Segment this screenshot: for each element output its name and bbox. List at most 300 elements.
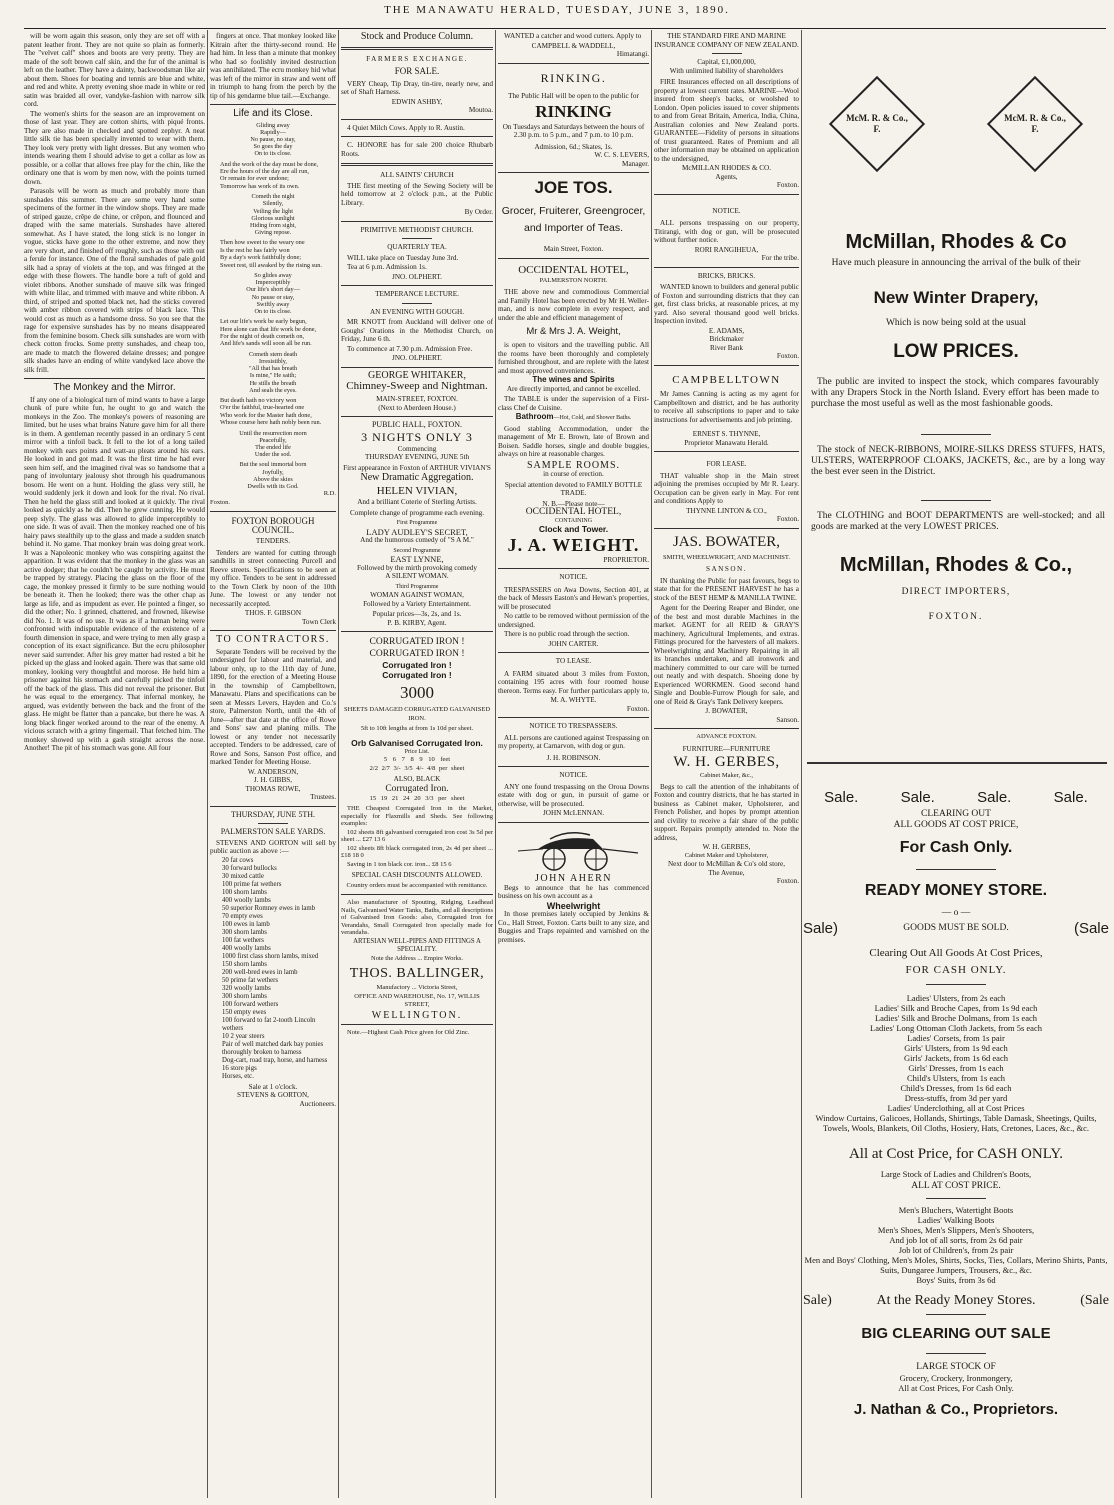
list-item: Horses, etc. xyxy=(222,1072,254,1080)
list-item: 400 woolly lambs xyxy=(222,944,271,952)
divider xyxy=(654,365,799,366)
ad-heading: PUBLIC HALL, FOXTON. xyxy=(371,420,463,429)
divider xyxy=(654,194,799,195)
price-row: 15 19 21 24 20 3/3 per sheet xyxy=(369,794,465,802)
ad-heading: OCCIDENTAL HOTEL, xyxy=(518,263,629,276)
column-rule xyxy=(338,30,339,1498)
ad-signature-title: Town Clerk xyxy=(301,617,336,626)
divider xyxy=(24,378,205,379)
poem-title: Life and its Close. xyxy=(233,108,313,119)
divider xyxy=(341,285,493,286)
ad-text: Third Programme xyxy=(395,583,439,590)
ad-text: LADY AUDLEY'S SECRET, xyxy=(366,526,468,537)
ad-address: River Bank xyxy=(710,343,743,352)
ad-signature: JOHN CARTER. xyxy=(548,639,599,648)
ad-address: (Next to Aberdeen House.) xyxy=(378,403,456,412)
ad-signature-title: Trustees. xyxy=(310,793,336,802)
ad-address: MAIN-STREET, FOXTON. xyxy=(376,395,458,403)
ad-signature-title: Agents, xyxy=(715,172,738,181)
ad-text: The CLOTHING and BOOT DEPARTMENTS are well-stocked; and all goods are marked at the very LOWEST PRICES. xyxy=(811,511,1105,532)
ad-subheading: TENDERS. xyxy=(255,537,291,546)
mcmillan-ad xyxy=(803,230,1109,623)
ad-text: VERY Cheap, Tip Dray, tin-tire, nearly new, and set of Shaft Harness. xyxy=(341,79,493,96)
ad-text: Agent for the Deering Reaper and Binder, one of the best and most durable Machines in the market. AGENT for all REID & GRAY'S machinery, Agricultural Implements, and extras. Fittings procured for the harvesters of all makers. Wheelwrighting and Machinery Repairing in all its branches undertaken, and all ironwork and machinery committed to our care will be turned out neatly and with despatch. Shoeing done by Experienced WORKMEN. Good second hand Single and Double-Furrow Plough for sale, and one of Reid & Gray's Tank Delivery keepers. xyxy=(654,604,799,706)
ad-subheading: Orb Galvanised Corrugated Iron. xyxy=(351,737,483,748)
logo-text-right: McM. R. & Co., F. xyxy=(1004,113,1066,134)
divider xyxy=(402,238,432,239)
ad-text: is open to visitors and the travelling public. All the rooms have been thoroughly and completely furnished throughout, and are replete with the latest and most approved conveniences. xyxy=(498,341,649,375)
ad-text: Separate Tenders will be received by the undersigned for labour and material, and labour only, up to the 11th day of June, 1890, for the erection of a Meeting House in the township of Campbelltown, Manawatu. Plans and specifications can be seen at Messrs Levers, Hayden and Co.'s store, Palmerston North, until the 4th of June—after that date at the office of Rowe and Sons' saw and planing mills. The lowest or any tender not necessarily accepted. Tenders to be addressed, care of Rowe and Sons, Sanson Post office, and marked Tender for Meeting House. xyxy=(210,647,336,767)
ad-subheading: RINKING xyxy=(535,101,612,121)
ad-signature-title: Manager. xyxy=(622,159,649,168)
article-text: will be worn again this season, only they are set off with a patent leather front. They are not quite so plain as formerly. The "velvet calf" shoes and boots are very pretty. They are made of the soft brown calf skin, and the fur of the animal is left on the leather. They have a dainty, backwoodsman like air about them. Shoes for boating and tennis are blue and white, and red and white. A pretty evening shoe made in white or red satin was braided all over, vandyke-fashion with narrow silk cord. xyxy=(24,32,205,108)
ad-heading: NOTICE. xyxy=(559,573,588,581)
ad-text: A FARM situated about 3 miles from Foxton, containing 195 acres with four roomed house thereon. Terms easy. For further particulars apply to, xyxy=(498,669,649,695)
stock-list xyxy=(210,857,336,1081)
ad-text: Tenders are wanted for cutting through sandhills in street connecting Purcell and Reeve streets. Specifications to be seen at my office. Tenders to be sent in addressed to the Town Clerk by noon of the 10th June. The lowest or any tender not necessarily accepted. xyxy=(210,548,336,608)
ad-text: Large Stock of Ladies and Children's Boots, xyxy=(880,1169,1032,1179)
ad-text: Are directly imported, and cannot be excelled. xyxy=(506,384,641,393)
list-item: Men and Boys' Clothing, Men's Moles, Shirts, Socks, Ties, Collars, Merino Shirts, Pants, Suits, Dungaree Jumpers, Trousers, &c., &c. xyxy=(804,1255,1108,1275)
ad-heading: ADVANCE FOXTON. xyxy=(696,733,757,740)
ad-signature-title: Auctioneers. xyxy=(299,1099,336,1108)
ad-text: WANTED a catcher and wood cutters. Apply to xyxy=(504,32,642,40)
ad-signature: J. BOWATER, xyxy=(705,707,748,715)
ad-text: Saving in 1 ton black cor. iron... £8 15 6 xyxy=(347,860,452,868)
poem-verse: Until the resurrection morn Peacefully, The ended life Under the sod. xyxy=(239,429,307,459)
divider xyxy=(498,258,649,259)
ad-text: Clearing Out All Goods At Cost Prices, xyxy=(869,947,1043,959)
divider xyxy=(341,163,493,166)
list-item: 100 fat wethers xyxy=(222,936,264,944)
ad-signature: E. ADAMS, xyxy=(708,326,745,335)
column-5 xyxy=(654,32,799,1498)
ad-text: Mr James Canning is acting as my agent for Campbelltown and district, and he has authority to receive all subscriptions to paper and to take instructions for advertisements and job printing. xyxy=(654,390,799,424)
divider xyxy=(341,1024,493,1025)
ad-name: JOE TOS. xyxy=(534,178,613,197)
ad-text: THE above new and commodious Commercial and Family Hotel has been erected by Mr H. Weller-man, and is now complete in every respect, and under the able and efficient management of xyxy=(498,288,649,322)
divider xyxy=(926,1314,986,1315)
article-text: fingers at once. That monkey looked like Kitrain after the thirty-second round. He had him. In less than a minute that monkey who had so foolishly invited destruction was annihilated. The ecru monkey hid what was left of the mirror in straw and went off in triumph to hang from the perch by the tip of his gendarme blue tail.—Exchange. xyxy=(210,32,336,100)
ad-text: Price List. xyxy=(404,748,430,755)
ad-name: JOHN AHERN xyxy=(535,873,612,884)
ad-text: THURSDAY EVENING, JUNE 5th xyxy=(364,453,470,461)
ad-signature: By Order. xyxy=(464,208,493,216)
ad-text: MR KNOTT from Auckland will deliver one of Goughs' Orations in the Methodist Church, on Friday, June 6 th. xyxy=(341,318,493,343)
list-item: 70 empty ewes xyxy=(222,912,263,920)
ad-heading: RINKING. xyxy=(540,70,607,85)
ad-text: IN thanking the Public for past favours, begs to state that for the PRESENT HARVEST he has a stock of the BEST HEMP & MANILLA TWINE. xyxy=(654,576,799,602)
divider xyxy=(498,766,649,767)
ad-heading: CAMPBELLTOWN xyxy=(672,373,781,386)
ad-subheading: The wines and Spirits xyxy=(532,375,615,384)
poem-verse: But death hath no victory won O'er the faithful, true-hearted one Who work for the Master hath done, Whose course here hath nobly been run. xyxy=(220,397,322,427)
ad-text: Complete change of programme each evening. xyxy=(349,508,485,517)
article-text: If any one of a biological turn of mind wants to have a large chunk of pure white fun, he ought to go and watch the monkeys in the Zoo. The monkey's powers of reasoning are limited, but he uses what brains Nature gave him for all there is in them. A gentleman recently passed in an ordinary 5 cent mirror with a tinfoil back. It fell to the lot of a long tailed monkey with ears points and watt-au pleats around his ears. He looked in and got mad. It was the first time he had ever seen him self, and the imagined rival was so handsome that a pang of involuntary jealousy shot through his quadrumanous bosom. He went on a hunt. Holding the glass very still, he would suddenly jerk it down and look for the rival. No rival. Then he held the glass still and looked at it quickly. The rival looked as quickly as he did. Then he grew cunning. He would peep slyly. The glass was allowed to glide imperceptibly to one side. It was of avail. Then the monkey reached one of his hairy paws stealthily up to the glass and made a sudden snatch behind it. No game. That monkey brain was doing great work. It was a Napoleonic monkey who was conspiring against the apparition. It was evident that the monkey in the glass was an active dodger; that he couldn't be caught by activity. He must be trapped by strategy. Placing the glass on the floor of the cage, the monkey pressed it firmly to be sure nothing would be beneath it. Then he looked; there was the other chap as large as life, and as impudent as ever. He pointed a finger, so did the other; No. 1 grinned, chattered, and frowned, likewise did No. 1. It was of no use. It was as if a human being were confronted with indisputable evidence of the existence of a fourth dimension in space, and were trying to men ally grasp a conception of its exact significance. But the ecru philosopher never said surrender. After his grey matter had rested a bit he picked up the glass and looked again. There was that same old monkey, looking very thoughtful and morose. He held him a prisoner against his stomach and carefully picked the tinfoil off the back of the glass. This did not reveal the prisoner. But he was equal to the emergency. That infernal monkey, he argued, was evidently between the back and the front of the glass. He might be flatter than a pancake, but there he was. A long black finger worked around to the rear of the enemy. A vicious scratch with a grimy fingernail. That fetched him. The monkey showed up with a gash straight across the nose. Another! The pit of his stomach was gone. All four xyxy=(24,395,205,752)
ad-address: The Avenue, xyxy=(708,868,745,877)
ad-signature: M. A. WHYTE. xyxy=(550,696,597,704)
list-item: 150 empty ewes xyxy=(222,1008,267,1016)
ad-heading: TO LEASE. xyxy=(555,657,592,665)
ad-text: THAT valuable shop in the Main street adjoining the premises occupied by Mr R. Leary. Occupation can be given early in May. For rent and conditions Apply to xyxy=(654,471,799,505)
ad-name: THOS. BALLINGER, xyxy=(349,966,485,981)
price-row: 5 6 7 8 9 10 feet xyxy=(383,756,451,763)
ad-text: Commencing xyxy=(397,444,437,453)
sale-row: Sale) GOODS MUST BE SOLD. (Sale xyxy=(803,920,1109,937)
sale-heading: PALMERSTON SALE YARDS. xyxy=(220,827,326,837)
column-rule xyxy=(651,30,652,1498)
nathan-ad xyxy=(803,789,1109,1421)
ad-signature: P. B. KIRBY, Agent. xyxy=(387,618,447,627)
ad-signature: STEVENS & GORTON, xyxy=(237,1091,309,1100)
company-name: McMillan, Rhodes & Co xyxy=(845,231,1067,253)
ad-text: Good stabling Accommodation, under the management of Mr E. Brown, late of Brown and Boisen. Saddle horses, single and double buggies, always on hire at reasonable charges. xyxy=(498,424,649,458)
ad-name: J. A. WEIGHT. xyxy=(507,534,640,555)
list-item: 100 ewes in lamb xyxy=(222,920,270,928)
divider xyxy=(210,806,336,807)
divider xyxy=(926,984,986,985)
ad-signature-title: For the tribe. xyxy=(761,254,799,262)
ad-signature: THOS. F. GIBSON xyxy=(244,609,302,618)
ad-heading: BIG CLEARING OUT SALE xyxy=(861,1325,1051,1342)
ad-text: N. B.—Please note— xyxy=(542,499,605,508)
ad-heading: TEMPERANCE LECTURE. xyxy=(375,290,459,298)
ad-text: Tea at 6 p.m. Admission 1s. xyxy=(347,263,427,271)
list-item: Men's Bluchers, Watertight Boots xyxy=(898,1205,1014,1215)
ad-signature: THYNNE LINTON & CO., xyxy=(686,506,767,515)
divider xyxy=(807,762,1107,764)
ad-signature-title: PROPRIETOR. xyxy=(603,555,649,564)
ad-text: A SILENT WOMAN. xyxy=(385,572,449,580)
ad-text: Grocery, Crockery, Ironmongery, xyxy=(899,1373,1013,1383)
ad-text: And the humorous comedy of "S A M." xyxy=(360,536,474,544)
ad-subheading: 3 NIGHTS ONLY 3 xyxy=(361,429,473,444)
list-item: 10 2 year steers xyxy=(222,1032,265,1040)
ad-signature: JNO. OLPHERT. xyxy=(392,354,442,362)
logo-text-left: McM. R. & Co., F. xyxy=(846,113,908,134)
column-rule xyxy=(207,30,208,1498)
ad-text: Note the Address ... Empire Works. xyxy=(371,954,463,962)
ad-text: With unlimited liability of shareholders xyxy=(669,66,784,75)
divider xyxy=(498,63,649,64)
ad-text: 4 Quiet Milch Cows. Apply to R. Austin. xyxy=(347,123,465,132)
list-item: 100 forward to fat 2-tooth Lincoln wethers xyxy=(222,1016,316,1032)
ad-heading: READY MONEY STORE. xyxy=(864,882,1048,899)
ad-subheading: QUARTERLY TEA. xyxy=(387,243,447,251)
ad-place: Sanson. xyxy=(776,715,799,724)
display-ad-column xyxy=(803,32,1109,1498)
ad-text: C. HONORE has for sale 200 choice Rhubarb Roots. xyxy=(341,141,493,158)
list-item: Ladies' Ulsters, from 2s each xyxy=(906,993,1006,1003)
ad-text: TRESPASSERS on Awa Downs, Section 401, at the back of Messrs Easton's and Hewan's properties, will be prosecuted xyxy=(498,585,649,611)
divider xyxy=(498,822,649,823)
divider xyxy=(210,630,336,631)
list-item: 100 forward wethers xyxy=(222,1000,279,1008)
ad-signature: W. ANDERSON, J. H. GIBBS, THOMAS ROWE, xyxy=(245,767,301,793)
poem-verse: Let our life's work be early begun, Here alone can that life work be done, For the night of death cometh on, And life's sands will soon all be run. xyxy=(220,318,317,348)
list-item: Child's Dresses, from 1s 6d each xyxy=(900,1083,1012,1093)
ad-signature-title: Proprietor Manawatu Herald. xyxy=(684,438,769,447)
ad-heading: Corrugated Iron ! xyxy=(382,660,452,670)
ad-text: Second Programme xyxy=(393,547,441,554)
ad-heading: PRIMITIVE METHODIST CHURCH. xyxy=(360,225,474,234)
ad-heading: FURNITURE—FURNITURE xyxy=(682,744,771,753)
ad-text: First Programme xyxy=(396,520,438,526)
ad-text: Country orders must be accompanied with remittance. xyxy=(346,881,488,889)
list-item: Job lot of Children's, from 2s pair xyxy=(898,1245,1014,1255)
list-item: 400 woolly lambs xyxy=(222,896,271,904)
poem-verse: And the work of the day must be done, Ere the hours of the day are all run, Or remain for ever undone; Tomorrow has work of its own. xyxy=(220,160,319,190)
divider xyxy=(498,172,649,173)
ad-subheading: SMITH, WHEELWRIGHT, AND MACHINIST. xyxy=(663,553,790,561)
ad-subheading: SAMPLE ROOMS. xyxy=(526,459,621,471)
list-item: 16 store pigs xyxy=(222,1064,257,1072)
divider xyxy=(341,367,493,368)
ad-subheading: Wheelwright xyxy=(546,900,601,911)
list-item: 100 prime fat wethers xyxy=(222,880,282,888)
ad-heading: CORRUGATED IRON ! xyxy=(369,649,465,659)
ad-text: Popular prices—3s, 2s, and 1s. xyxy=(372,610,462,618)
ad-place: Foxton. xyxy=(776,515,799,523)
list-item: Ladies' Long Ottoman Cloth Jackets, from 5s each xyxy=(870,1023,1042,1033)
ad-subheading: Clock and Tower. xyxy=(538,524,609,534)
sale-banner: Sale. Sale. Sale. Sale. xyxy=(824,789,1088,806)
ad-text: Capital, £1,000,000, xyxy=(697,58,756,66)
ad-place: SANSON. xyxy=(705,565,748,573)
divider xyxy=(341,416,493,417)
column-4 xyxy=(498,32,649,1498)
list-item: Girls' Ulsters, from 1s 9d each xyxy=(904,1043,1008,1053)
divider xyxy=(341,119,493,120)
ad-signature: RORI RANGIHEUA, xyxy=(694,245,759,254)
poem-place: Foxton. xyxy=(210,498,231,506)
ad-text: THE first meeting of the Sewing Society will be held tomorrow at 2 o'clock p.m., at the Public Library. xyxy=(341,181,493,207)
ad-subheading: Chimney-Sweep and Nightman. xyxy=(346,380,488,392)
ad-text: SHEETS DAMAGED CORRUGATED GALVANISED IRON. xyxy=(343,706,491,722)
divider xyxy=(921,500,991,501)
list-item: Girls' Jackets, from 1s 6d each xyxy=(904,1053,1008,1063)
divider xyxy=(654,528,799,529)
poem-signature: R.D. xyxy=(323,490,336,498)
ad-text: —Hot, Cold, and Shower Baths. xyxy=(553,415,632,421)
ad-text: WOMAN AGAINST WOMAN, xyxy=(370,591,464,599)
ad-text: Note.—Highest Cash Price given for Old Zinc. xyxy=(347,1029,470,1036)
masthead-rule xyxy=(24,28,1106,29)
ad-signature-title: Brickmaker xyxy=(709,335,744,343)
list-item: Dog-cart, road trap, horse, and harness xyxy=(222,1056,328,1064)
ad-text: ALL persons are cautioned against Trespassing on my property, at Carnarvon, with dog or gun. xyxy=(498,733,649,750)
price-list xyxy=(803,993,1109,1133)
divider xyxy=(916,869,996,870)
ad-signature: W. C. S. LEVERS, xyxy=(594,151,649,159)
divider xyxy=(712,53,742,54)
sale-date: THURSDAY, JUNE 5TH. xyxy=(230,809,315,819)
ad-signature: JOHN McLENNAN. xyxy=(542,809,605,817)
ad-address: Manufactory ... Victoria Street, xyxy=(376,984,458,991)
list-item: And job lot of all sorts, from 2s 6d pair xyxy=(889,1235,1023,1245)
ad-text: Which is now being sold at the usual xyxy=(885,318,1027,328)
ad-signature: EDWIN ASHBY, xyxy=(391,97,443,106)
ad-place: Foxton. xyxy=(626,704,649,713)
ad-heading: BRICKS, BRICKS. xyxy=(697,271,756,280)
ad-signature: J. H. ROBINSON. xyxy=(546,753,601,762)
ad-signature: ERNEST S. THYNNE, xyxy=(692,430,761,438)
carriage-illustration xyxy=(498,827,649,873)
ad-place: Moutoa. xyxy=(468,106,493,114)
company-name: McMillan, Rhodes & Co., xyxy=(839,554,1073,576)
ad-text: FOXTON. xyxy=(928,612,984,622)
ad-text: No cattle to be removed without permission of the undersigned. xyxy=(498,612,649,629)
list-item: 300 shorn lambs xyxy=(222,992,267,1000)
poem-verse: But the soul immortal born Joyfully, Above the skies Dwells with its God. xyxy=(239,461,307,491)
ad-heading: NOTICE TO TRESPASSERS. xyxy=(529,722,618,730)
ad-text: Special attention devoted to FAMILY BOTTLE TRADE. xyxy=(504,480,643,497)
list-item: Window Curtains, Galicoes, Hollands, Shirtings, Table Damask, Sheetings, Quilts, Towels, Wools, Blankets, Oil Cloths, Hosiery, Hats, Cretones, Laces, &c., &c. xyxy=(815,1113,1097,1133)
divider xyxy=(258,823,288,824)
list-item: Ladies' Silk and Broche Dolmans, from 1s each xyxy=(874,1013,1038,1023)
list-item: Ladies' Silk and Broche Capes, from 1s 9d each xyxy=(874,1003,1038,1013)
ad-text: LARGE STOCK OF xyxy=(916,1362,996,1372)
sale-time: Sale at 1 o'clock. xyxy=(248,1082,298,1091)
ad-heading: CORRUGATED IRON ! xyxy=(369,637,465,647)
divider xyxy=(654,451,799,452)
divider xyxy=(341,47,493,50)
list-item: Boys' Suits, from 3s 6d xyxy=(916,1275,996,1285)
ad-text: Followed by a Variety Entertainment. xyxy=(363,599,471,608)
divider xyxy=(210,511,336,512)
ad-text: First appearance in Foxton of ARTHUR VIVIAN'S xyxy=(343,463,491,472)
divider xyxy=(210,104,336,105)
ad-heading: ALL SAINTS' CHURCH xyxy=(380,171,454,179)
divider xyxy=(654,728,799,729)
ad-text: THE Cheapest Corrugated Iron in the Market, especially for Flaxmills and Sheds. See following examples: xyxy=(341,805,493,827)
ad-text: CONTAINING xyxy=(554,517,593,524)
list-item: 320 woolly lambs xyxy=(222,984,271,992)
ad-place: Foxton. xyxy=(776,181,799,189)
divider xyxy=(341,631,493,632)
divider xyxy=(341,894,493,895)
list-item: Child's Ulsters, from 1s each xyxy=(906,1073,1006,1083)
ad-address: Next door to McMillan & Co's old store, xyxy=(667,860,786,868)
list-item: 200 well-bred ewes in lamb xyxy=(222,968,298,976)
ad-text: EAST LYNNE, xyxy=(390,554,444,564)
ad-text: Also manufacturer of Spouting, Ridging, Leadhead Nails, Galvanised Water Tanks, Baths, and all descriptions of Galvanised Iron Goods: also, Corrugated Iron for Verandahs, Small Corrugated Iron specially made for verandahs. xyxy=(341,899,493,936)
ad-subheading: SPECIAL CASH DISCOUNTS ALLOWED. xyxy=(351,871,483,879)
ad-address: Main Street, Foxton. xyxy=(543,245,604,253)
ad-name: W. H. GERBES, xyxy=(673,754,780,770)
masthead: THE MANAWATU HERALD, TUESDAY, JUNE 3, 1890. xyxy=(384,4,730,16)
sale-row: Sale) At the Ready Money Stores. (Sale xyxy=(803,1293,1109,1308)
ad-heading: GEORGE WHITAKER, xyxy=(368,369,466,381)
ad-place: Himatangi. xyxy=(616,50,649,58)
ad-text: STEVENS AND GORTON will sell by public auction as above :— xyxy=(210,838,336,856)
ad-heading: NOTICE. xyxy=(559,771,588,779)
ad-heading: LOW PRICES. xyxy=(893,341,1019,362)
list-item: Ladies' Corsets, from 1s pair xyxy=(907,1033,1005,1043)
list-item: 50 prime fat wethers xyxy=(222,976,279,984)
ad-signature: McMILLAN RHODES & CO. xyxy=(681,164,772,172)
ad-text: Have much pleasure in announcing the arrival of the bulk of their xyxy=(831,258,1081,268)
ad-text: ALL GOODS AT COST PRICE, xyxy=(893,820,1019,830)
ad-text: WANTED known to builders and general public of Foxton and surrounding districts that they can get, first class bricks, at reasonable prices, at my yard. Also several thousand good well bricks. Inspection invited. xyxy=(654,283,799,325)
ad-subheading: Corrugated Iron. xyxy=(385,783,449,794)
ad-subheading: Cabinet Maker, &c., xyxy=(700,772,753,779)
quantity: 3000 xyxy=(400,683,434,702)
ad-subheading: Grocer, Fruiterer, Greengrocer, and Importer of Teas. xyxy=(501,205,646,234)
divider xyxy=(498,652,649,653)
ad-text: In those premises lately occupied by Jenkins & Co., Hall Street, Foxton. Carts built to any size, and Buggies and Traps repainted and varnished on the premises. xyxy=(498,910,649,944)
list-item: Men's Shoes, Men's Slippers, Men's Shooters, xyxy=(877,1225,1035,1235)
ad-text: ARTESIAN WELL-PIPES AND FITTINGS A SPECIALITY. xyxy=(353,937,481,953)
divider xyxy=(921,434,991,435)
list-item: 300 shorn lambs xyxy=(222,928,267,936)
list-item: Ladies' Underclothing, all at Cost Prices xyxy=(887,1103,1025,1113)
ad-text: FOR CASH ONLY. xyxy=(905,964,1007,976)
ad-name: JAS. BOWATER, xyxy=(672,533,781,550)
list-item: Girls' Dresses, from 1s each xyxy=(908,1063,1004,1073)
ad-signature: CAMPBELL & WADDELL, xyxy=(531,41,616,50)
ad-text: The Public Hall will be open to the public for xyxy=(508,92,639,100)
list-item: 50 superior Romney ewes in lamb xyxy=(222,904,316,912)
ad-address: PALMERSTON NORTH. xyxy=(539,276,608,284)
ad-heading: NOTICE. xyxy=(712,206,741,215)
column-1 xyxy=(24,32,205,1498)
poem-verse: So glides away Imperceptibly Our life's short day— No pause or stay, Swiftly away On to its close. xyxy=(246,271,300,315)
ad-text: The stock of NECK-RIBBONS, MOIRE-SILKS DRESS STUFFS, HATS, ULSTERS, WATERPROOF CLOAKS, JACKETS, &c., are by a long way the best ever seen in the District. xyxy=(811,445,1105,477)
ad-text: ALL persons trespassing on our property, Titirangi, with dog or gun, will be prosecuted without further notice. xyxy=(654,219,799,244)
company-name: J. Nathan & Co., Proprietors. xyxy=(853,1401,1059,1418)
ad-text: WILL take place on Tuesday June 3rd. xyxy=(347,253,459,262)
ad-text: The TABLE is under the supervision of a First-class Chef de Cuisine. xyxy=(498,395,649,412)
ad-text: CLEARING OUT xyxy=(921,809,991,819)
price-list xyxy=(803,1205,1109,1285)
ad-text: ALSO, BLACK xyxy=(393,775,441,783)
ad-text: 102 sheets 8ft black corrugated iron, 2s 4d per sheet ... £18 18 0 xyxy=(341,844,493,859)
list-item: 30 mixed cattle xyxy=(222,872,264,880)
divider xyxy=(926,1198,986,1199)
article-text: Parasols will be worn as much and probably more than sunshades this summer. There are some very hand some specimens of the former in the window shops. They are made of striped gauze, crêpe de chine, or crêpon, and flounced and draped with the same materials. Sunshades have altered somewhat. As I have stated, the long stick is no longer in vogue, sticks have gone to the other extreme, and now they are very short, and finished off roughly, such as those with out a ferule for instance. One of the floral sunshades of pale gold silk had a spray of violets at the top, and was fringed at the edge with these flowers. The handle bore a tuft of gold and violet ribbons. Another sunshade of mauve silk was fringed with white lilac, and trimmed with mauve and white ribbon. A third, of striped and spotted black net, had the sticks covered with amber ribbon covered with strips of black lace. This would cost as much as a handsome dress. So you see that the rage for expensive sunshades has by no means disappeared from the feminine bosom. Check silk sunshades are worn with check cotton frocks. Some pretty sunshades, and cheap too, are made to match the flowered delaine dresses; and pongee silk shades have an ending of white vandyked lace above the silk frill. xyxy=(24,187,205,374)
ad-text: in course of erection. xyxy=(543,470,604,478)
ad-text: On Tuesdays and Saturdays between the hours of 2.30 p.m. to 5 p.m., and 7 p.m. to 10 p.m. xyxy=(502,122,645,139)
column-rule xyxy=(495,30,496,1498)
ad-subheading: OCCIDENTAL HOTEL, xyxy=(525,507,622,517)
ad-heading: All at Cost Price, for CASH ONLY. xyxy=(848,1146,1064,1162)
list-item: 1000 first class shorn lambs, mixed xyxy=(222,952,319,960)
ad-text: And a brilliant Coterie of Sterling Artists. xyxy=(357,498,477,506)
ad-text: ALL AT COST PRICE. xyxy=(911,1181,1001,1191)
ad-text: The public are invited to inspect the stock, which compares favourably with any Drapers Stock in the North Island. Every effort has been made to purchase the most useful as well as the most fashionable goods. xyxy=(811,377,1099,409)
divider xyxy=(498,568,649,569)
ad-text: DIRECT IMPORTERS, xyxy=(901,587,1011,597)
ad-heading: FOXTON BOROUGH COUNCIL. xyxy=(231,516,315,535)
column-2 xyxy=(210,32,336,1498)
ad-subheading: FOR SALE. xyxy=(394,66,440,76)
divider xyxy=(926,1353,986,1354)
list-item: 20 fat cows xyxy=(222,856,254,864)
ad-heading: TO CONTRACTORS. xyxy=(216,634,330,646)
ad-text: Admission, 6d.; Skates, 1s. xyxy=(534,142,613,151)
ad-heading: Corrugated Iron ! xyxy=(382,670,452,680)
ad-text: 5ft to 10ft lengths at from 1s 10d per sheet. xyxy=(360,725,474,732)
ad-heading: FARMERS EXCHANGE. xyxy=(366,54,468,63)
ad-address: WELLINGTON. xyxy=(371,1009,463,1021)
list-item: Pair of well matched dark bay ponies thoroughly broken to harness xyxy=(222,1040,324,1056)
ad-text: 102 sheets 8ft galvanised corrugated iron cost 3s 5d per sheet ... £27 13 6 xyxy=(341,828,493,843)
ad-text: Begs to call the attention of the inhabitants of Foxton and country districts, that he has started in business as Cabinet maker, Upholsterer, and French Polisher, and hopes by prompt attention and civility to receive a fair share of the public support. Repairs promptly attended to. Note the address, xyxy=(654,782,799,842)
divider xyxy=(402,303,432,304)
list-item: 150 shorn lambs xyxy=(222,960,267,968)
poem-verse: Cometh the night Silently, Veiling the light Glorious sunlight Hiding from sight, Giving repose. xyxy=(250,193,296,237)
